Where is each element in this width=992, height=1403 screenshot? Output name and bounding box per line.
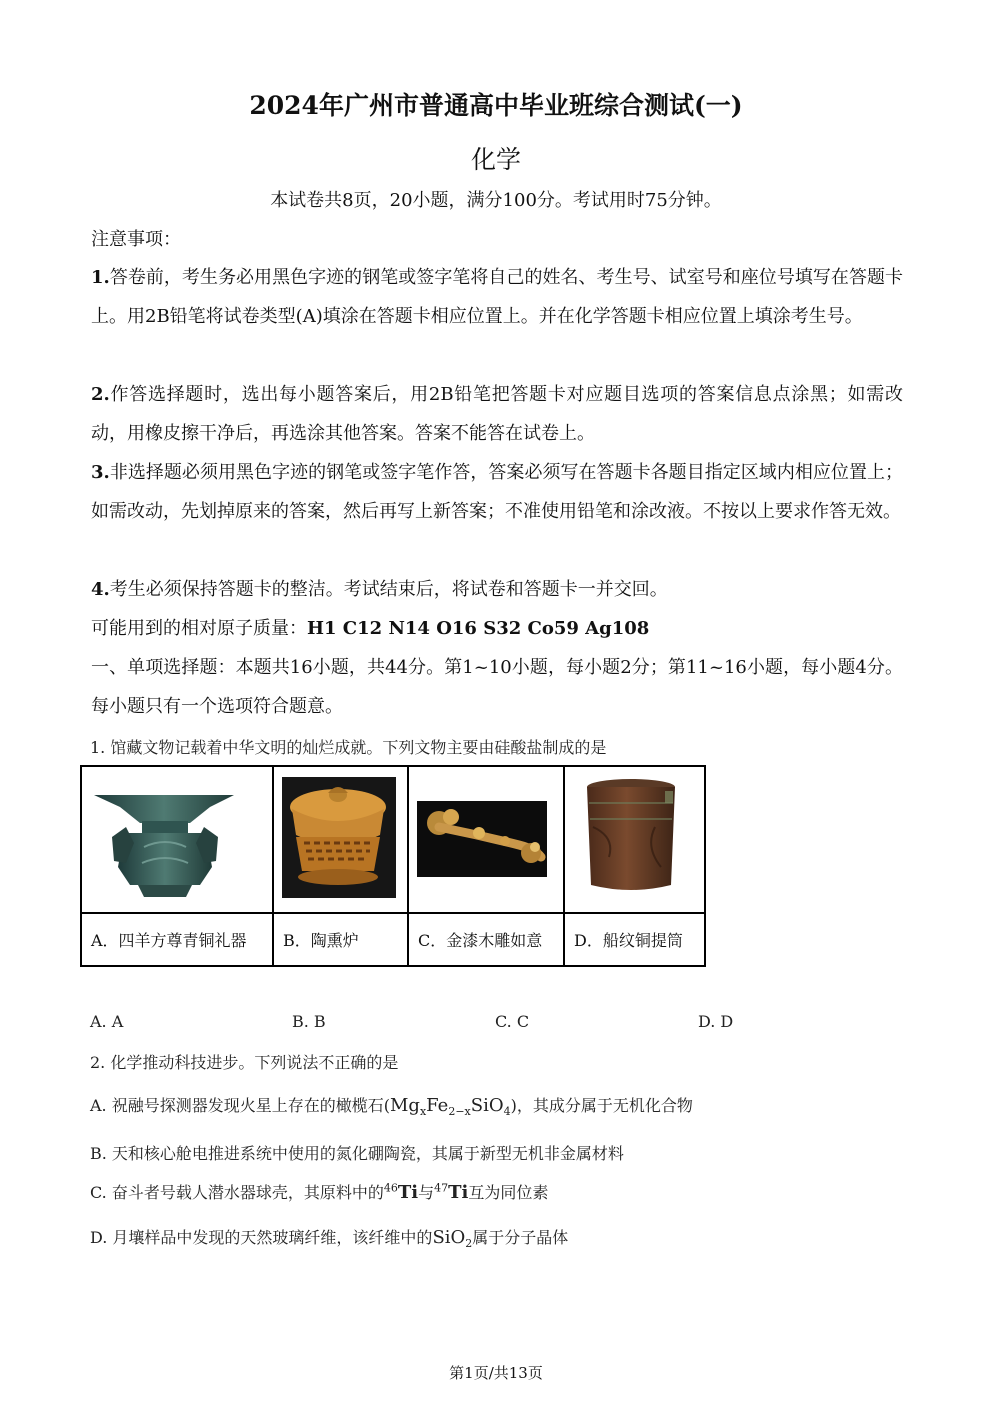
atomic-mass-line — [91, 609, 649, 648]
note-number: 4. — [91, 579, 110, 600]
relic-caption-d: D．船纹铜提筒 — [564, 913, 705, 966]
option-text: C. 奋斗者号载人潜水器球壳，其原料中的 — [90, 1183, 384, 1202]
element-ti: Ti — [448, 1182, 469, 1203]
q2-option-a — [90, 1093, 693, 1118]
mass-number-46: 46 — [383, 1181, 398, 1195]
chem-sub-2x: 2−x — [448, 1105, 471, 1119]
ruyi-image — [409, 767, 563, 908]
note-text: 作答选择题时，选出每小题答案后，用2B铅笔把答题卡对应题目选项的答案信息点涂黑；如需改动，用橡皮擦干净后，再选涂其他答案。答案不能答在试卷上。 — [91, 384, 903, 444]
option-text: 与 — [418, 1183, 435, 1202]
chem-fe: Fe — [426, 1095, 449, 1116]
option-text: D. 月壤样品中发现的天然玻璃纤维，该纤维中的 — [90, 1228, 433, 1247]
question-1-stem: 1. 馆藏文物记载着中华文明的灿烂成就。下列文物主要由硅酸盐制成的是 — [90, 738, 607, 757]
atomic-mass-values: H1 C12 N14 O16 S32 Co59 Ag108 — [307, 618, 650, 639]
q2-option-c — [90, 1180, 548, 1203]
q2-option-b: B. 天和核心舱电推进系统中使用的氮化硼陶瓷，其属于新型无机非金属材料 — [90, 1144, 624, 1163]
relic-image-cell — [273, 766, 408, 913]
chem-sub-4: 4 — [503, 1105, 511, 1119]
exam-info: 本试卷共8页，20小题，满分100分。考试用时75分钟。 — [270, 190, 722, 211]
chem-sio2: SiO — [432, 1227, 466, 1248]
relic-image-cell — [564, 766, 705, 913]
relic-caption-c: C．金漆木雕如意 — [408, 913, 564, 966]
question-2-stem: 2. 化学推动科技进步。下列说法不正确的是 — [90, 1053, 399, 1072]
page-footer: 第1页/共13页 — [449, 1364, 543, 1382]
option-text: A. 祝融号探测器发现火星上存在的橄榄石( — [90, 1096, 390, 1115]
note-item-1 — [91, 258, 903, 336]
chem-sub-2: 2 — [465, 1237, 473, 1251]
pottery-burner-image — [274, 767, 407, 908]
notes-heading: 注意事项： — [91, 229, 181, 250]
bronze-zun-image — [82, 767, 272, 908]
relic-caption-a: A．四羊方尊青铜礼器 — [81, 913, 273, 966]
q1-option-d: D. D — [698, 1012, 734, 1031]
note-item-2 — [91, 375, 903, 453]
atomic-mass-label: 可能用到的相对原子质量： — [91, 618, 307, 639]
relic-image-cell — [408, 766, 564, 913]
mass-number-47: 47 — [434, 1181, 449, 1195]
note-item-3 — [91, 453, 903, 531]
relics-table — [80, 765, 706, 967]
note-number: 1. — [91, 267, 110, 288]
chem-sio: SiO — [470, 1095, 504, 1116]
q1-option-a: A. A — [90, 1012, 124, 1031]
option-text: 互为同位素 — [468, 1183, 549, 1202]
option-text: 属于分子晶体 — [472, 1228, 569, 1247]
relic-caption-b: B．陶熏炉 — [273, 913, 408, 966]
section-heading: 一、单项选择题：本题共16小题，共44分。第1~10小题，每小题2分；第11~16小题，每小题4分。每小题只有一个选项符合题意。 — [91, 657, 903, 717]
relic-image-cell — [81, 766, 273, 913]
q2-option-d — [90, 1225, 568, 1250]
note-item-4 — [91, 570, 903, 609]
note-number: 2. — [91, 384, 110, 405]
exam-title: 2024年广州市普通高中毕业班综合测试(一) — [249, 91, 743, 120]
option-text: )，其成分属于无机化合物 — [510, 1096, 693, 1115]
chem-mg: Mg — [389, 1095, 420, 1116]
note-number: 3. — [91, 462, 110, 483]
note-text: 非选择题必须用黑色字迹的钢笔或签字笔作答，答案必须写在答题卡各题目指定区域内相应位置上；如需改动，先划掉原来的答案，然后再写上新答案；不准使用铅笔和涂改液。不按以上要求作答无效。 — [91, 462, 903, 522]
q1-option-c: C. C — [495, 1012, 530, 1031]
chem-sub-x: x — [419, 1105, 427, 1119]
note-text: 答卷前，考生务必用黑色字迹的钢笔或签字笔将自己的姓名、考生号、试室号和座位号填写在答题卡上。用2B铅笔将试卷类型(A)填涂在答题卡相应位置上。并在化学答题卡相应位置上填涂考生号。 — [91, 267, 903, 327]
element-ti: Ti — [397, 1182, 419, 1203]
subject-title: 化学 — [470, 145, 521, 174]
note-text: 考生必须保持答题卡的整洁。考试结束后，将试卷和答题卡一并交回。 — [109, 579, 668, 600]
bronze-tong-image — [565, 767, 704, 908]
q1-option-b: B. B — [292, 1012, 326, 1031]
